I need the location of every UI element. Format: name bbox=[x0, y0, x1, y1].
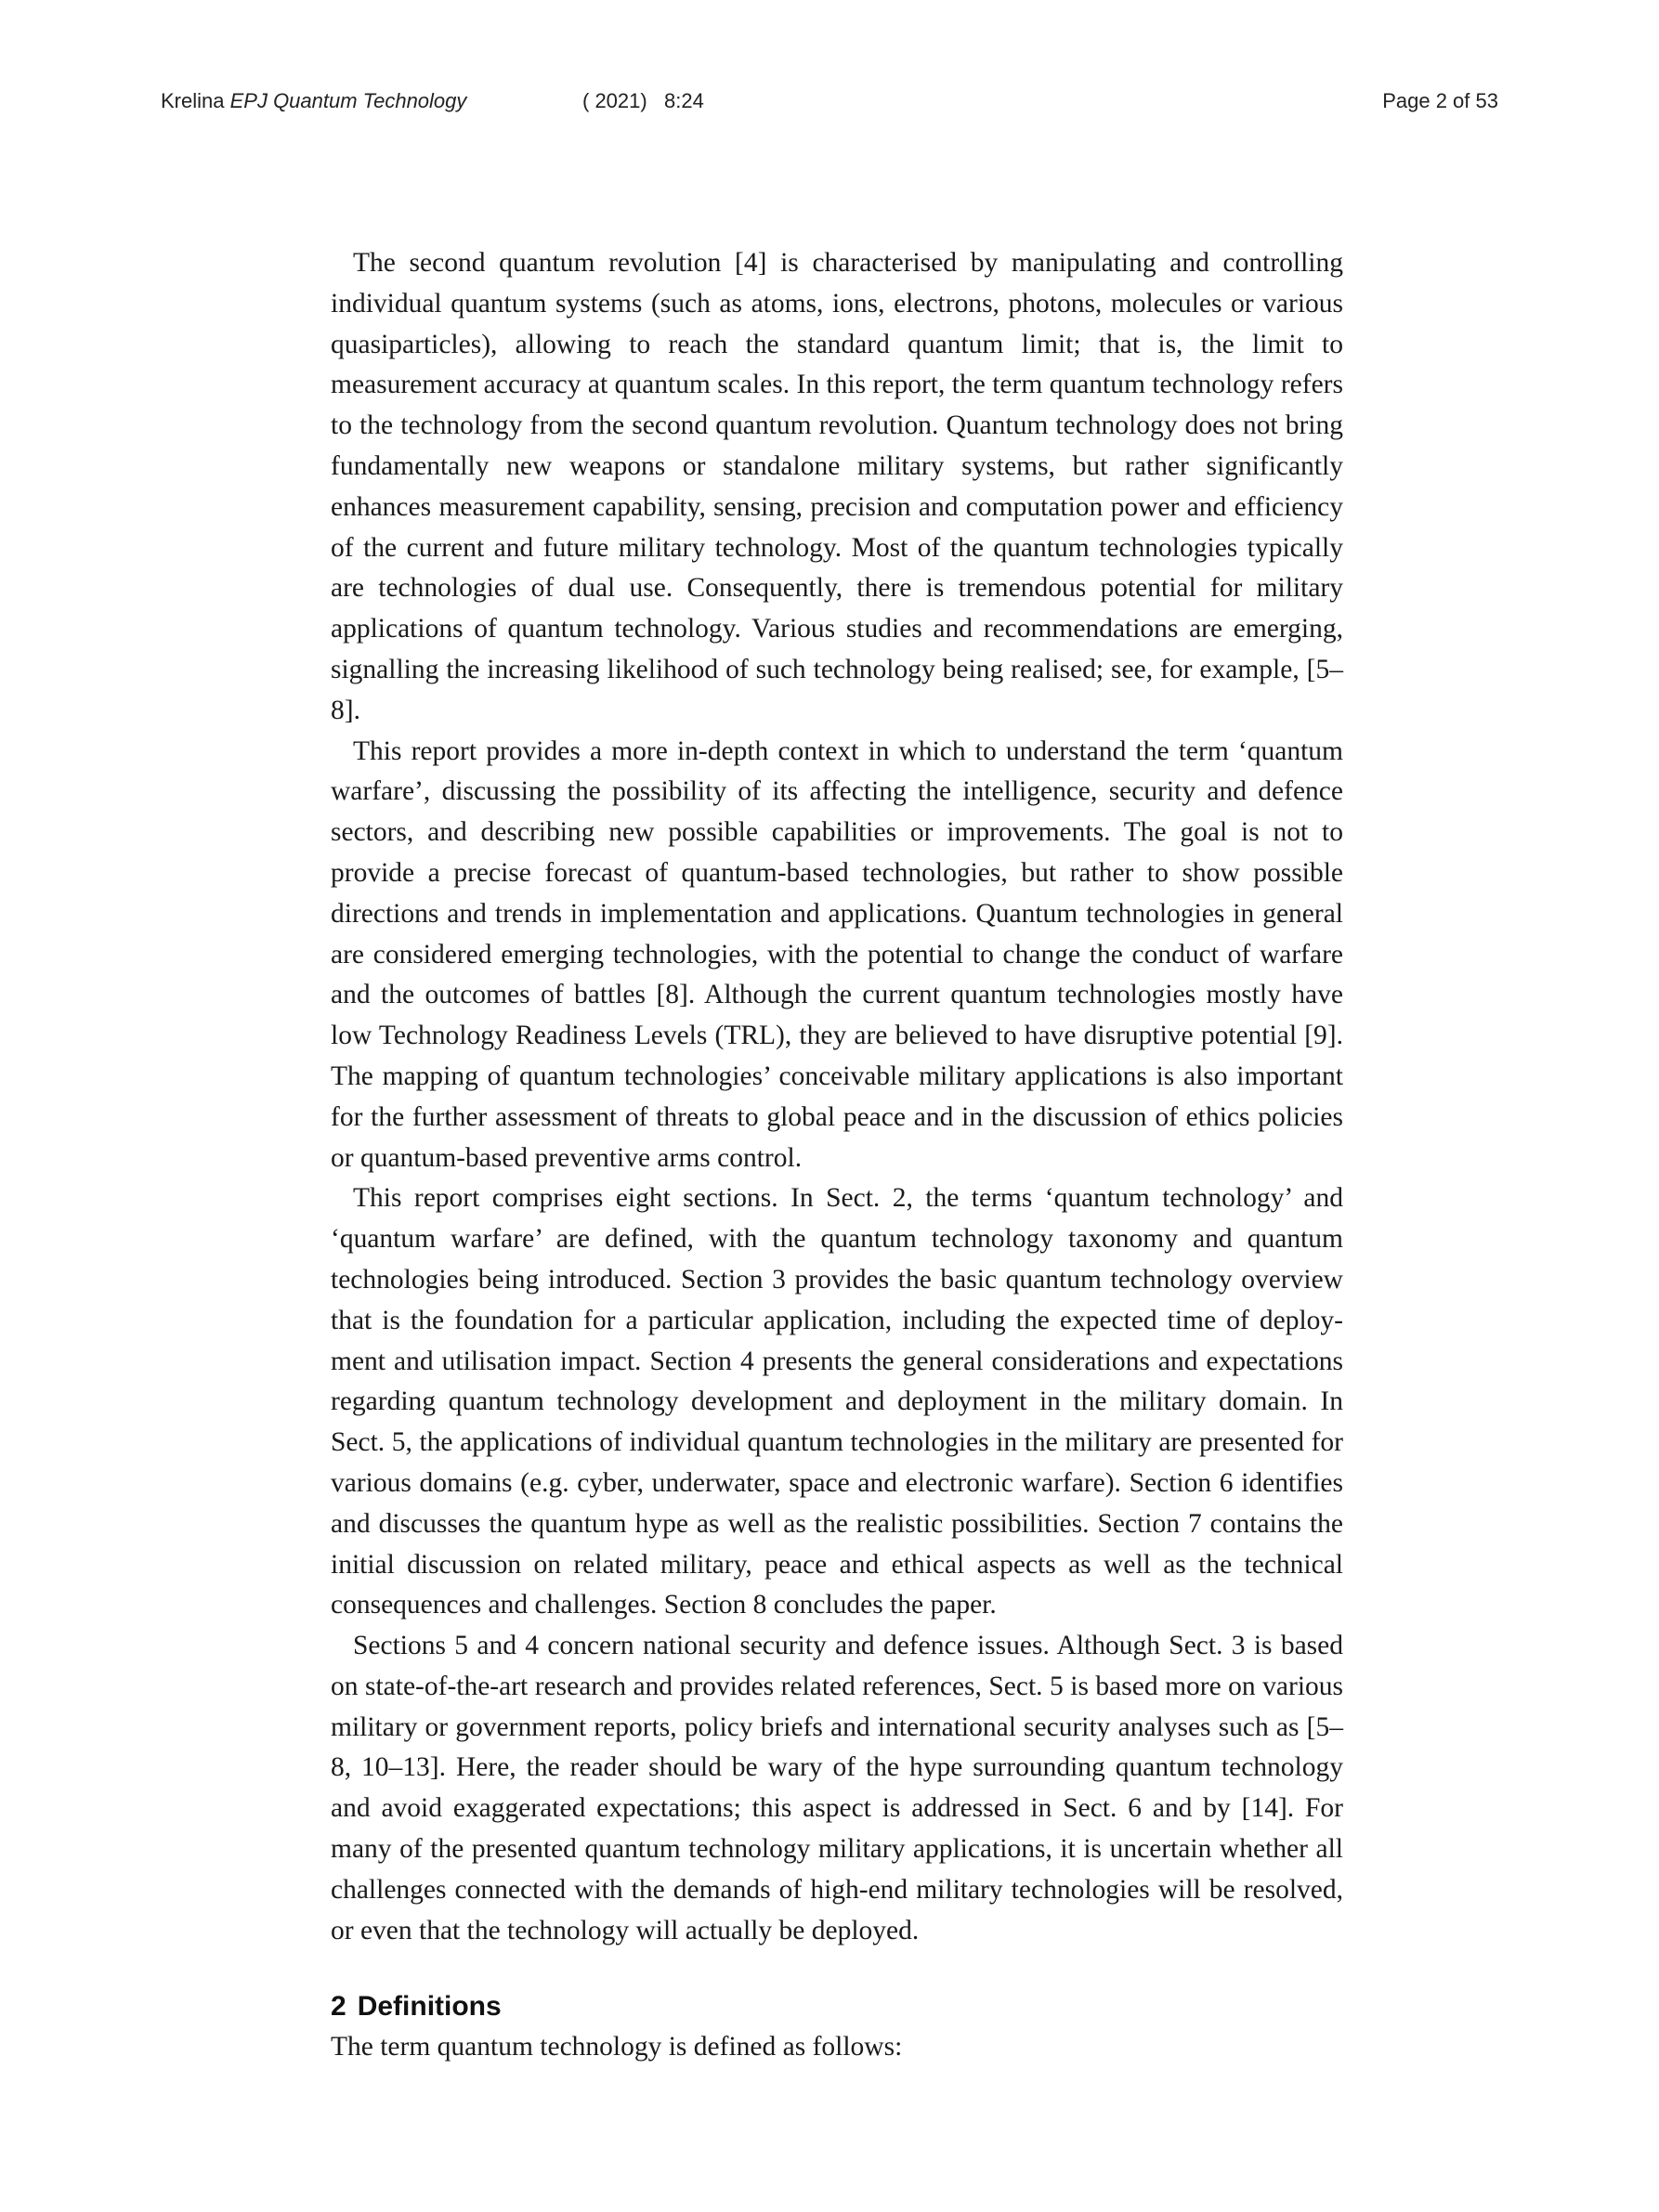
running-header bbox=[161, 89, 1498, 117]
author-name: Krelina bbox=[161, 89, 225, 112]
article-body bbox=[331, 243, 1343, 2068]
paragraph-security-issues: Sections 5 and 4 concern national security and defence issues. Although Sect. 3 is based on state-of-the-art research and provides related references, Sect. 5 is based more on various military or government reports, policy briefs and international security analyses such as [5–8, 10–13]. Here, the reader should be wary of the hype surrounding quantum technology and avoid exaggerated expectations; this aspect is addressed in Sect. 6 and by [14]. For many of the presented quantum technology military applications, it is uncertain whether all challenges connected with the demands of high-end military technologies will be resolved, or even that the technology will actually be deployed. bbox=[331, 1631, 1343, 1945]
section-heading-definitions bbox=[331, 1986, 1343, 2027]
section-number: 2 bbox=[331, 1991, 346, 2023]
paragraph-report-structure: This report comprises eight sections. In Sect. 2, the terms ‘quantum technology’ and ‘quantum warfare’ are defined, with the quantum technology taxonomy and quantum technologies being introduced. Section 3 provides the basic quantum technology overview that is the foundation for a particular application, including the expected time of deployment and utilisation impact. Section 4 presents the general considerations and expectations regarding quantum technology development and deployment in the military domain. In Sect. 5, the applications of individual quantum technologies in the military are presented for various domains (e.g. cyber, underwater, space and electronic warfare). Section 6 identifies and discusses the quantum hype as well as the realistic possibilities. Section 7 contains the initial discussion on related military, peace and ethical aspects as well as the technical consequences and challenges. Section 8 concludes the paper. bbox=[331, 1183, 1343, 1620]
paragraph-definition-intro: The term quantum technology is defined as follows: bbox=[331, 2032, 903, 2062]
page-number: Page 2 of 53 bbox=[1382, 89, 1498, 112]
section-title: Definitions bbox=[357, 1991, 502, 2023]
paragraph-second-quantum-revolution: The second quantum revolution [4] is characterised by manipulating and controlling individual quantum systems (such as atoms, ions, electrons, photons, molecules or various quasiparticles), allowing to reach the standard quantum limit; that is, the limit to measurement accuracy at quantum scales. In this report, the term quantum technology refers to the technology from the second quantum revolution. Quantum technology does not bring fundamentally new weapons or standalone military systems, but rather significantly enhances measurement capability, sensing, precision and computation power and efficiency of the current and future military technology. Most of the quantum technologies typically are technologies of dual use. Consequently, there is tremendous potential for military applications of quantum technology. Various studies and recommendations are emerging, signalling the increasing likelihood of such technology being realised; see, for example, [5–8]. bbox=[331, 248, 1343, 725]
author-journal bbox=[161, 89, 466, 113]
citation-volume: ( 2021) 8:24 bbox=[582, 89, 704, 112]
paragraph-report-context: This report provides a more in-depth context in which to understand the term ‘quantum warfare’, discussing the possibility of its affecting the intelligence, security and defence sectors, and describing new possible capabilities or improvements. The goal is not to provide a precise forecast of quantum-based technologies, but rather to show possible directions and trends in implementation and applications. Quantum technologies in general are considered emerging technologies, with the potential to change the conduct of warfare and the outcomes of battles [8]. Although the current quantum technologies mostly have low Technology Readiness Levels (TRL), they are believed to have disruptive potential [9]. The mapping of quantum technologies’ conceivable military applications is also important for the further assessment of threats to global peace and in the discussion of ethics policies or quantum-based preventive arms control. bbox=[331, 735, 1343, 1173]
journal-name: EPJ Quantum Technology bbox=[229, 89, 467, 112]
